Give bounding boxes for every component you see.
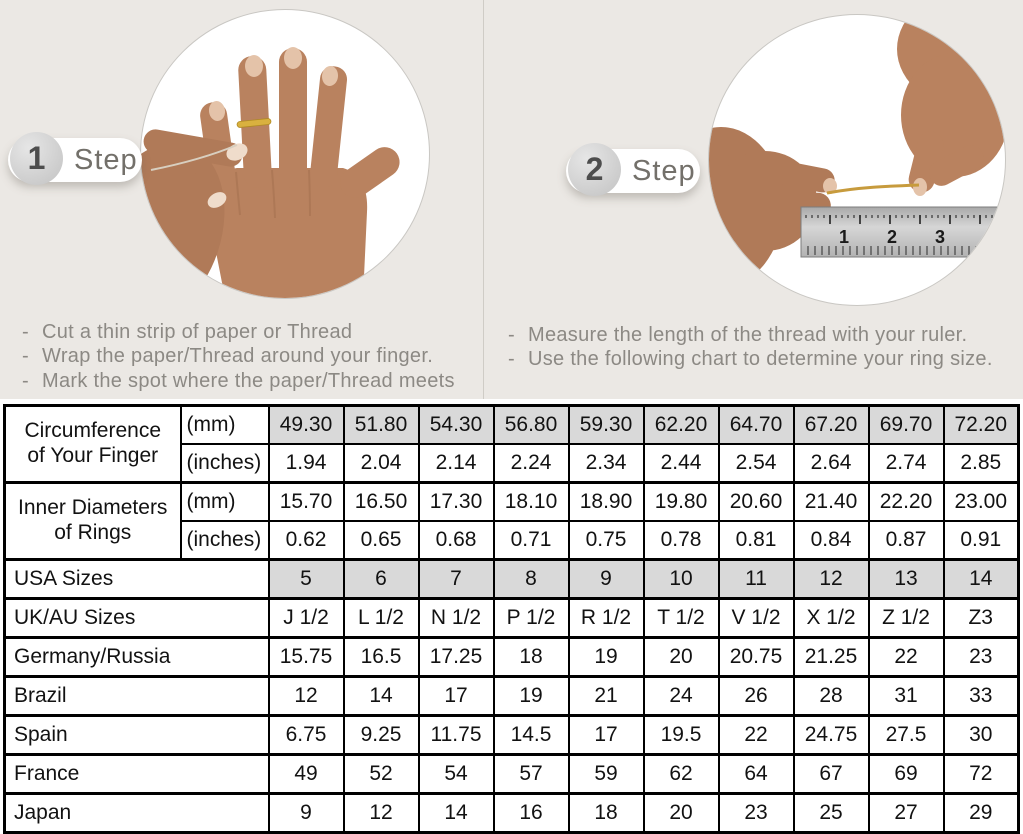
size-chart-table <box>3 404 1020 834</box>
size-cell: 18.10 <box>494 483 569 522</box>
row-label: USA Sizes <box>5 560 269 599</box>
step-1-photo <box>140 9 430 299</box>
step-1-instructions <box>22 322 477 395</box>
size-cell: 18 <box>494 638 569 677</box>
size-cell: 0.87 <box>869 521 944 560</box>
size-cell: 2.04 <box>344 444 419 483</box>
table-row <box>5 794 1019 833</box>
step-1-badge <box>8 132 148 186</box>
size-cell: 10 <box>644 560 719 599</box>
size-cell: 20.60 <box>719 483 794 522</box>
step-number-circle <box>10 132 63 185</box>
size-cell: 14 <box>344 677 419 716</box>
ring-size-chart <box>0 404 1023 834</box>
size-cell: 72.20 <box>944 406 1019 445</box>
table-row <box>5 406 1019 445</box>
size-cell: 21.25 <box>794 638 869 677</box>
size-cell: 17 <box>419 677 494 716</box>
row-label: UK/AU Sizes <box>5 599 269 638</box>
size-cell: 7 <box>419 560 494 599</box>
size-cell: T 1/2 <box>644 599 719 638</box>
bullet-dash: - <box>22 345 29 368</box>
instruction-line <box>22 322 477 343</box>
step-label: Step <box>74 144 138 176</box>
size-cell: 28 <box>794 677 869 716</box>
size-cell: 64.70 <box>719 406 794 445</box>
size-cell: 2.74 <box>869 444 944 483</box>
size-cell: 69.70 <box>869 406 944 445</box>
size-cell: 17.30 <box>419 483 494 522</box>
size-cell: 24.75 <box>794 716 869 755</box>
size-cell: R 1/2 <box>569 599 644 638</box>
size-cell: 19.80 <box>644 483 719 522</box>
size-cell: 64 <box>719 755 794 794</box>
size-cell: 21.40 <box>794 483 869 522</box>
size-cell: 54.30 <box>419 406 494 445</box>
size-cell: N 1/2 <box>419 599 494 638</box>
size-cell: 20 <box>644 638 719 677</box>
size-cell: 22 <box>719 716 794 755</box>
row-label: Spain <box>5 716 269 755</box>
size-cell: 19 <box>494 677 569 716</box>
size-cell: 15.70 <box>269 483 344 522</box>
size-cell: 16 <box>494 794 569 833</box>
table-row <box>5 483 1019 522</box>
size-cell: 11 <box>719 560 794 599</box>
size-cell: 0.71 <box>494 521 569 560</box>
size-cell: 17.25 <box>419 638 494 677</box>
size-cell: 0.91 <box>944 521 1019 560</box>
table-row <box>5 677 1019 716</box>
bullet-dash: - <box>508 324 515 346</box>
size-cell: 2.54 <box>719 444 794 483</box>
table-row <box>5 755 1019 794</box>
size-cell: 72 <box>944 755 1019 794</box>
size-cell: 54 <box>419 755 494 794</box>
size-cell: 12 <box>269 677 344 716</box>
table-row <box>5 599 1019 638</box>
size-cell: 0.75 <box>569 521 644 560</box>
size-cell: P 1/2 <box>494 599 569 638</box>
size-cell: 6.75 <box>269 716 344 755</box>
size-cell: 18 <box>569 794 644 833</box>
ruler-number-2: 2 <box>887 227 898 247</box>
size-cell: 0.68 <box>419 521 494 560</box>
size-cell: 0.62 <box>269 521 344 560</box>
step-2-badge <box>566 143 706 197</box>
size-cell: 19.5 <box>644 716 719 755</box>
size-cell: 30 <box>944 716 1019 755</box>
instruction-text: Cut a thin strip of paper or Thread <box>42 321 353 343</box>
size-cell: 8 <box>494 560 569 599</box>
size-cell: 16.50 <box>344 483 419 522</box>
instruction-text: Measure the length of the thread with your ruler. <box>528 324 968 346</box>
size-cell: 0.84 <box>794 521 869 560</box>
size-cell: 9 <box>569 560 644 599</box>
instruction-text: Wrap the paper/Thread around your finger. <box>42 345 434 368</box>
ruler-illustration <box>801 207 997 257</box>
size-cell: 23.00 <box>944 483 1019 522</box>
size-cell: 22 <box>869 638 944 677</box>
step-number-circle <box>568 143 621 196</box>
size-cell: 12 <box>344 794 419 833</box>
table-row <box>5 638 1019 677</box>
size-cell: 29 <box>944 794 1019 833</box>
size-cell: 15.75 <box>269 638 344 677</box>
size-cell: 18.90 <box>569 483 644 522</box>
size-cell: 0.81 <box>719 521 794 560</box>
size-cell: 19 <box>569 638 644 677</box>
size-cell: 67 <box>794 755 869 794</box>
size-cell: 56.80 <box>494 406 569 445</box>
size-cell: 9.25 <box>344 716 419 755</box>
unit-label: (mm) <box>181 483 269 522</box>
size-cell: 57 <box>494 755 569 794</box>
size-cell: 2.44 <box>644 444 719 483</box>
size-cell: 69 <box>869 755 944 794</box>
step-number: 2 <box>585 151 604 187</box>
size-cell: 31 <box>869 677 944 716</box>
size-cell: 2.64 <box>794 444 869 483</box>
ruler-number-3: 3 <box>935 227 946 247</box>
size-cell: V 1/2 <box>719 599 794 638</box>
instruction-text: Use the following chart to determine your ring size. <box>528 348 993 371</box>
size-cell: 2.14 <box>419 444 494 483</box>
size-cell: 12 <box>794 560 869 599</box>
size-cell: 21 <box>569 677 644 716</box>
ruler-number-1: 1 <box>839 227 850 247</box>
size-cell: 26 <box>719 677 794 716</box>
step-2-photo <box>708 14 1006 306</box>
table-row <box>5 716 1019 755</box>
size-cell: 52 <box>344 755 419 794</box>
size-cell: 17 <box>569 716 644 755</box>
size-cell: X 1/2 <box>794 599 869 638</box>
size-cell: 14 <box>419 794 494 833</box>
size-cell: 62 <box>644 755 719 794</box>
size-cell: Z 1/2 <box>869 599 944 638</box>
size-cell: 49.30 <box>269 406 344 445</box>
size-cell: 59.30 <box>569 406 644 445</box>
size-cell: 2.34 <box>569 444 644 483</box>
size-cell: 49 <box>269 755 344 794</box>
size-cell: 0.65 <box>344 521 419 560</box>
inner-diameter-label: Inner Diameters of Rings <box>5 483 181 560</box>
size-cell: 13 <box>869 560 944 599</box>
size-cell: 24 <box>644 677 719 716</box>
size-cell: 2.85 <box>944 444 1019 483</box>
size-cell: 33 <box>944 677 1019 716</box>
instruction-line <box>508 325 1018 346</box>
row-label: Germany/Russia <box>5 638 269 677</box>
size-cell: 22.20 <box>869 483 944 522</box>
step-label: Step <box>632 155 696 187</box>
unit-label: (inches) <box>181 444 269 483</box>
size-cell: Z3 <box>944 599 1019 638</box>
bullet-dash: - <box>22 369 29 392</box>
unit-label: (mm) <box>181 406 269 445</box>
instruction-line <box>508 349 1018 370</box>
size-cell: 62.20 <box>644 406 719 445</box>
table-row <box>5 560 1019 599</box>
size-cell: 1.94 <box>269 444 344 483</box>
instruction-line <box>22 371 477 392</box>
row-label: Brazil <box>5 677 269 716</box>
panel-divider <box>483 0 484 399</box>
ruler-measuring-illustration <box>709 15 1005 305</box>
size-cell: 0.78 <box>644 521 719 560</box>
bullet-dash: - <box>22 321 29 343</box>
row-label: France <box>5 755 269 794</box>
step-number: 1 <box>27 140 46 176</box>
size-cell: L 1/2 <box>344 599 419 638</box>
instruction-line <box>22 346 477 367</box>
instruction-text: Mark the spot where the paper/Thread meets <box>42 369 455 392</box>
size-cell: 25 <box>794 794 869 833</box>
size-cell: 27 <box>869 794 944 833</box>
circumference-label: Circumference of Your Finger <box>5 406 181 483</box>
size-cell: 20.75 <box>719 638 794 677</box>
size-cell: 23 <box>944 638 1019 677</box>
size-cell: 11.75 <box>419 716 494 755</box>
size-cell: 6 <box>344 560 419 599</box>
size-cell: 67.20 <box>794 406 869 445</box>
how-to-measure-section <box>0 0 1023 399</box>
size-cell: 16.5 <box>344 638 419 677</box>
step-2-instructions <box>508 325 1018 374</box>
hand-with-thread-illustration <box>141 10 429 298</box>
size-cell: J 1/2 <box>269 599 344 638</box>
size-cell: 14.5 <box>494 716 569 755</box>
size-cell: 20 <box>644 794 719 833</box>
size-cell: 51.80 <box>344 406 419 445</box>
size-cell: 27.5 <box>869 716 944 755</box>
row-label: Japan <box>5 794 269 833</box>
size-cell: 59 <box>569 755 644 794</box>
size-cell: 9 <box>269 794 344 833</box>
size-cell: 5 <box>269 560 344 599</box>
size-cell: 2.24 <box>494 444 569 483</box>
size-cell: 23 <box>719 794 794 833</box>
size-cell: 14 <box>944 560 1019 599</box>
bullet-dash: - <box>508 348 515 371</box>
unit-label: (inches) <box>181 521 269 560</box>
